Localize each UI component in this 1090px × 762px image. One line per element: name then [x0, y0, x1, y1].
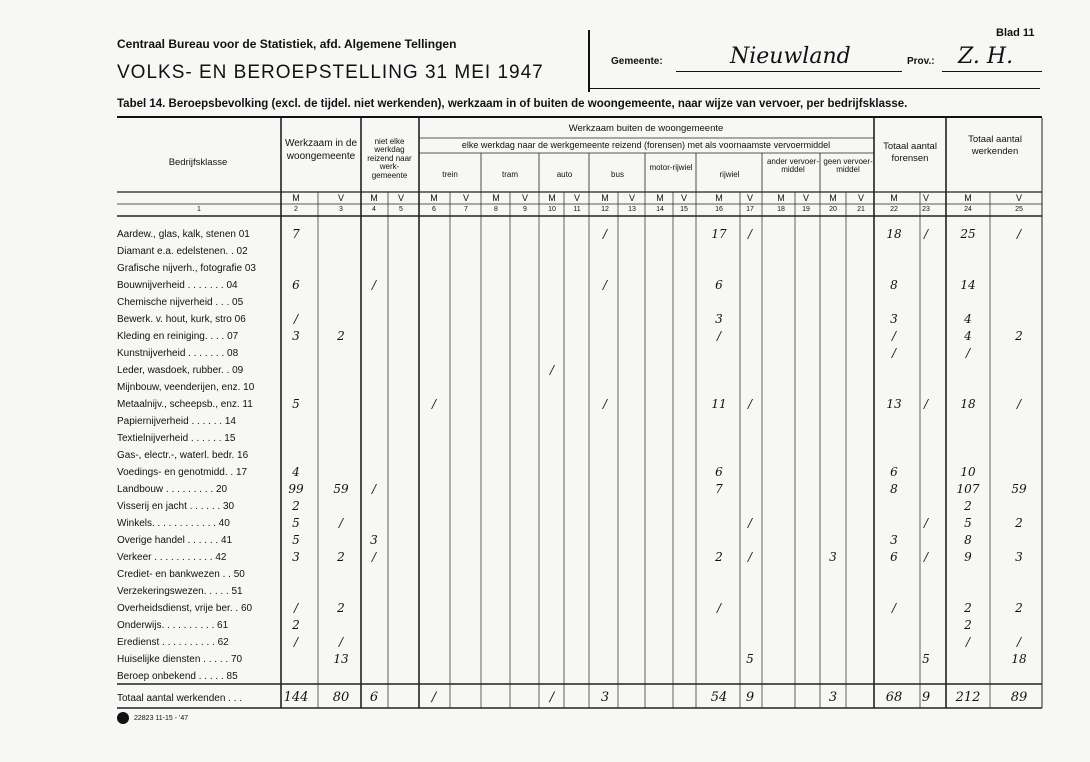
row-label: Voedings- en genotmidd. . 17: [117, 467, 248, 478]
total-cell-value: /: [549, 690, 555, 705]
row-label: Gas-, electr.-, waterl. bedr. 16: [117, 450, 249, 461]
cell-value: 14: [960, 278, 976, 292]
census-title: VOLKS- EN BEROEPSTELLING 31 MEI 1947: [117, 62, 544, 83]
row-label: Eredienst . . . . . . . . . . 62: [117, 637, 229, 648]
cell-value: 2: [292, 499, 300, 513]
cell-value: 6: [292, 278, 300, 292]
cell-value: 5: [292, 533, 300, 547]
column-number-11: 11: [573, 206, 581, 213]
row-label: Aardew., glas, kalk, stenen 01: [117, 229, 250, 240]
row-label: Onderwijs. . . . . . . . . . 61: [117, 620, 229, 631]
mv-header-15: V: [680, 193, 687, 203]
cell-value: 2: [964, 618, 972, 632]
cell-value: /: [293, 601, 299, 615]
cell-value: 4: [292, 465, 300, 479]
header-ander: ander vervoer-middel: [766, 157, 820, 175]
cell-value: 2: [337, 329, 345, 343]
cell-value: 9: [964, 550, 972, 564]
row-label: Bewerk. v. hout, kurk, stro 06: [117, 314, 246, 325]
cell-value: 17: [711, 227, 727, 241]
cell-value: /: [747, 227, 753, 241]
cell-value: /: [1016, 635, 1022, 649]
cell-value: 5: [292, 516, 300, 530]
row-label: Verkeer . . . . . . . . . . . 42: [117, 552, 227, 563]
column-number-19: 19: [802, 206, 810, 213]
cell-value: 18: [1011, 652, 1027, 666]
cell-value: 99: [288, 482, 304, 496]
mv-header-13: V: [628, 193, 635, 203]
mv-header-14: M: [656, 193, 664, 203]
row-label: Overheidsdienst, vrije ber. . 60: [117, 603, 253, 614]
cell-value: 2: [715, 550, 723, 564]
cell-value: 2: [1015, 601, 1023, 615]
mv-header-17: V: [746, 193, 753, 203]
cell-value: /: [923, 516, 929, 530]
cell-value: 10: [960, 465, 976, 479]
cell-value: /: [1016, 397, 1022, 411]
header-tram: tram: [502, 170, 518, 179]
cell-value: 13: [333, 652, 349, 666]
header-werkzaam-in: Werkzaam in de woongemeente: [284, 138, 358, 162]
cell-value: 8: [890, 482, 898, 496]
column-number-23: 23: [922, 206, 930, 213]
cell-value: /: [293, 635, 299, 649]
cell-value: 5: [922, 652, 930, 666]
column-number-3: 3: [339, 206, 343, 213]
cell-value: 4: [964, 329, 972, 343]
cell-value: 7: [292, 227, 300, 241]
cell-value: 11: [711, 397, 727, 411]
header-rijwiel: rijwiel: [719, 170, 740, 179]
mv-header-2: M: [292, 193, 300, 203]
column-number-1: 1: [197, 206, 201, 213]
mv-header-24: M: [964, 193, 972, 203]
municipality-label: Gemeente:: [611, 56, 663, 67]
row-label: Diamant e.a. edelstenen. . 02: [117, 246, 248, 257]
mv-header-9: V: [521, 193, 528, 203]
cell-value: /: [293, 312, 299, 326]
column-number-17: 17: [746, 206, 754, 213]
cell-value: /: [891, 346, 897, 360]
column-number-20: 20: [829, 206, 837, 213]
cell-value: /: [1016, 227, 1022, 241]
cell-value: /: [747, 516, 753, 530]
total-cell-value: 9: [745, 690, 755, 705]
total-cell-value: /: [431, 690, 437, 705]
cell-value: 4: [964, 312, 972, 326]
cell-value: 3: [890, 533, 898, 547]
mv-header-22: M: [890, 193, 898, 203]
mv-header-18: M: [777, 193, 785, 203]
cell-value: /: [716, 601, 722, 615]
column-number-13: 13: [628, 206, 636, 213]
row-label: Mijnbouw, veenderijen, enz. 10: [117, 382, 255, 393]
table-title: Tabel 14. Beroepsbevolking (excl. de tijdel. niet werkenden), werkzaam in of buiten de woongemeente, naar wijze van vervoer, per bedrijfsklasse.: [117, 98, 908, 110]
cell-value: /: [965, 346, 971, 360]
cell-value: /: [431, 397, 437, 411]
province-label: Prov.:: [907, 56, 935, 67]
mv-header-11: V: [573, 193, 580, 203]
total-cell-value: 68: [885, 690, 903, 705]
cell-value: 2: [1015, 329, 1023, 343]
header-auto: auto: [556, 170, 573, 179]
total-cell-value: 144: [283, 690, 309, 705]
cell-value: 6: [890, 550, 898, 564]
cell-value: 2: [337, 601, 345, 615]
cell-value: 25: [960, 227, 976, 241]
row-label: Papiernijverheid . . . . . . 14: [117, 416, 236, 427]
header-bedrijfsklasse: Bedrijfsklasse: [168, 157, 228, 168]
row-label: Winkels. . . . . . . . . . . . 40: [117, 518, 230, 529]
header-motor: motor-rijwiel: [649, 163, 693, 172]
column-number-8: 8: [494, 206, 498, 213]
row-label: Kleding en reiniging. . . . 07: [117, 331, 239, 342]
cell-value: /: [716, 329, 722, 343]
cell-value: /: [338, 635, 344, 649]
header-elke-werkdag: elke werkdag naar de werkgemeente reizend (forensen) met als voornaamste vervoermiddel: [461, 140, 831, 150]
row-label: Metaalnijv., scheepsb., enz. 11: [117, 399, 253, 410]
total-cell-value: 6: [369, 690, 379, 705]
cell-value: /: [371, 482, 377, 496]
header-totaal-werkenden: Totaal aantal werkenden: [968, 134, 1022, 157]
mv-header-6: M: [430, 193, 438, 203]
cell-value: 6: [715, 465, 723, 479]
column-number-14: 14: [656, 206, 664, 213]
mv-header-16: M: [715, 193, 723, 203]
row-label: Verzekeringswezen. . . . . 51: [117, 586, 243, 597]
cell-value: 2: [292, 618, 300, 632]
cell-value: 3: [715, 312, 723, 326]
cell-value: /: [891, 601, 897, 615]
form-logo-icon: [117, 712, 129, 724]
cell-value: 5: [292, 397, 300, 411]
sheet-number: Blad 11: [996, 27, 1035, 39]
form-print-code: 22823 11-15 - '47: [134, 715, 189, 722]
header-geen: geen vervoer-middel: [823, 157, 873, 175]
mv-header-20: M: [829, 193, 837, 203]
cell-value: 8: [964, 533, 972, 547]
row-label: Crediet- en bankwezen . . 50: [117, 569, 245, 580]
row-label: Overige handel . . . . . . 41: [117, 535, 233, 546]
column-number-21: 21: [857, 206, 865, 213]
cell-value: /: [965, 635, 971, 649]
mv-header-21: V: [857, 193, 864, 203]
mv-header-7: V: [462, 193, 469, 203]
total-cell-value: 212: [955, 690, 981, 705]
cell-value: 59: [333, 482, 349, 496]
cell-value: /: [371, 278, 377, 292]
cell-value: 3: [370, 533, 378, 547]
cell-value: 3: [1015, 550, 1023, 564]
cell-value: /: [549, 363, 555, 377]
cell-value: /: [747, 397, 753, 411]
cell-value: 2: [964, 601, 972, 615]
row-label: Beroep onbekend . . . . . 85: [117, 671, 238, 682]
total-cell-value: 80: [332, 690, 350, 705]
row-label: Textielnijverheid . . . . . . 15: [117, 433, 236, 444]
mv-header-4: M: [370, 193, 378, 203]
cell-value: 7: [715, 482, 723, 496]
column-number-4: 4: [372, 206, 376, 213]
cell-value: /: [923, 550, 929, 564]
municipality-value: Nieuwland: [730, 44, 851, 69]
header-trein: trein: [442, 170, 458, 179]
mv-header-19: V: [802, 193, 809, 203]
column-number-5: 5: [399, 206, 403, 213]
row-label: Huiselijke diensten . . . . . 70: [117, 654, 243, 665]
total-cell-value: 9: [921, 690, 931, 705]
cell-value: 6: [890, 465, 898, 479]
cell-value: /: [602, 278, 608, 292]
cell-value: 5: [964, 516, 972, 530]
cell-value: 18: [960, 397, 976, 411]
cell-value: 8: [890, 278, 898, 292]
row-label: Landbouw . . . . . . . . . 20: [117, 484, 228, 495]
column-number-16: 16: [715, 206, 723, 213]
total-cell-value: 89: [1010, 690, 1028, 705]
cell-value: 6: [715, 278, 723, 292]
row-label: Leder, wasdoek, rubber. . 09: [117, 365, 244, 376]
total-cell-value: 3: [600, 690, 610, 705]
column-number-24: 24: [964, 206, 972, 213]
bureau-name: Centraal Bureau voor de Statistiek, afd. Algemene Tellingen: [117, 37, 457, 51]
column-number-6: 6: [432, 206, 436, 213]
cell-value: 3: [829, 550, 837, 564]
cell-value: 107: [956, 482, 980, 496]
cell-value: /: [338, 516, 344, 530]
mv-header-23: V: [922, 193, 929, 203]
column-number-2: 2: [294, 206, 298, 213]
mv-header-3: V: [337, 193, 344, 203]
cell-value: /: [923, 397, 929, 411]
row-label: Chemische nijverheid . . . 05: [117, 297, 244, 308]
cell-value: 18: [886, 227, 902, 241]
cell-value: /: [602, 227, 608, 241]
total-cell-value: 3: [828, 690, 838, 705]
header-niet-elke: niet elke werkdag reizend naar werk-gemeente: [367, 137, 412, 180]
mv-header-5: V: [397, 193, 404, 203]
cell-value: 3: [292, 550, 300, 564]
total-cell-value: 54: [710, 690, 728, 705]
cell-value: 13: [886, 397, 902, 411]
cell-value: /: [747, 550, 753, 564]
province-value: Z. H.: [958, 44, 1014, 69]
column-number-18: 18: [777, 206, 785, 213]
column-number-9: 9: [523, 206, 527, 213]
cell-value: /: [371, 550, 377, 564]
column-number-10: 10: [548, 206, 556, 213]
cell-value: 3: [292, 329, 300, 343]
header-totaal-forensen: Totaal aantal forensen: [883, 141, 937, 164]
header-werkzaam-buiten: Werkzaam buiten de woongemeente: [568, 123, 724, 134]
cell-value: 2: [337, 550, 345, 564]
row-label: Bouwnijverheid . . . . . . . 04: [117, 280, 238, 291]
cell-value: 59: [1011, 482, 1027, 496]
column-number-25: 25: [1015, 206, 1023, 213]
column-number-12: 12: [601, 206, 609, 213]
cell-value: 5: [746, 652, 754, 666]
column-number-15: 15: [680, 206, 688, 213]
column-number-7: 7: [464, 206, 468, 213]
cell-value: /: [923, 227, 929, 241]
column-number-22: 22: [890, 206, 898, 213]
cell-value: 3: [890, 312, 898, 326]
mv-header-12: M: [601, 193, 609, 203]
mv-header-25: V: [1015, 193, 1022, 203]
mv-header-8: M: [492, 193, 500, 203]
header-bus: bus: [611, 170, 624, 179]
row-label: Grafische nijverh., fotografie 03: [117, 263, 256, 274]
total-row-label: Totaal aantal werkenden . . .: [117, 693, 243, 704]
row-label: Kunstnijverheid . . . . . . . 08: [117, 348, 239, 359]
cell-value: /: [602, 397, 608, 411]
cell-value: /: [891, 329, 897, 343]
row-label: Visserij en jacht . . . . . . 30: [117, 501, 235, 512]
cell-value: 2: [964, 499, 972, 513]
mv-header-10: M: [548, 193, 556, 203]
cell-value: 2: [1015, 516, 1023, 530]
